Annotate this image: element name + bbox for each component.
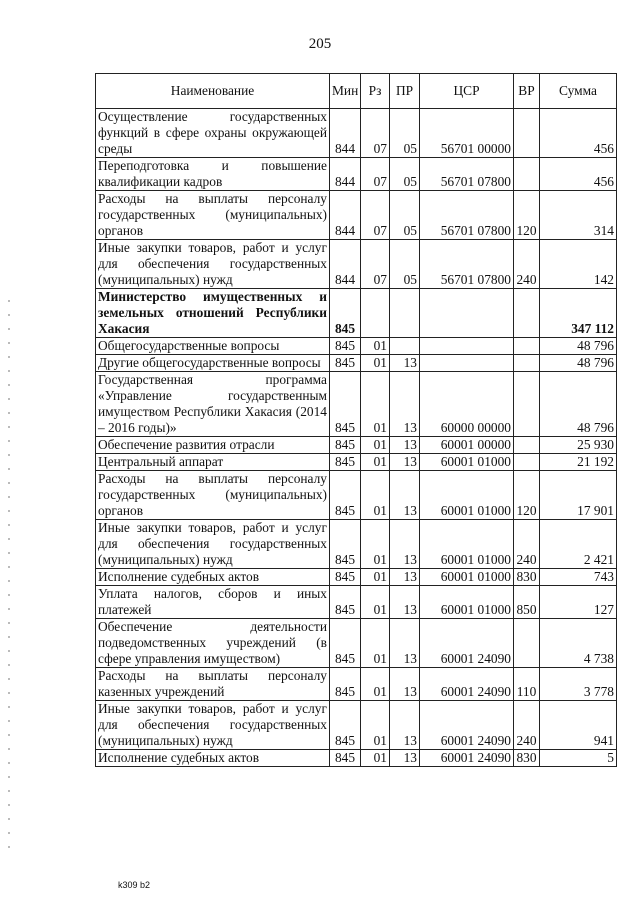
cell-name: Исполнение судебных актов [96,569,330,586]
cell-min: 844 [330,191,361,240]
cell-sum: 456 [540,158,617,191]
cell-name: Другие общегосударственные вопросы [96,355,330,372]
cell-pr: 05 [390,191,420,240]
cell-pr: 05 [390,109,420,158]
cell-vr [514,619,540,668]
cell-name: Иные закупки товаров, работ и услуг для обеспечения государственных (муниципальных) нужд [96,701,330,750]
cell-pr: 13 [390,750,420,767]
table-row [96,454,617,471]
cell-sum: 127 [540,586,617,619]
cell-rz: 01 [361,355,390,372]
table-header-row [96,74,617,109]
cell-rz: 01 [361,520,390,569]
cell-sum: 2 421 [540,520,617,569]
cell-rz: 01 [361,586,390,619]
cell-min: 845 [330,750,361,767]
cell-vr: 830 [514,750,540,767]
cell-rz: 01 [361,437,390,454]
cell-pr: 13 [390,355,420,372]
cell-min: 845 [330,586,361,619]
cell-min: 845 [330,701,361,750]
cell-rz: 01 [361,338,390,355]
cell-pr: 13 [390,701,420,750]
cell-sum: 941 [540,701,617,750]
cell-min: 845 [330,372,361,437]
table-row [96,372,617,437]
table-row [96,289,617,338]
cell-csr [420,289,514,338]
cell-sum: 5 [540,750,617,767]
scan-edge-marks [8,300,10,860]
cell-csr: 60001 01000 [420,454,514,471]
cell-vr [514,355,540,372]
column-header-vr: ВР [514,74,540,109]
cell-sum: 17 901 [540,471,617,520]
cell-csr: 56701 07800 [420,191,514,240]
cell-name: Расходы на выплаты персоналу государственных (муниципальных) органов [96,191,330,240]
cell-name: Расходы на выплаты персоналу государственных (муниципальных) органов [96,471,330,520]
cell-name: Государственная программа «Управление государственным имуществом Республики Хакасия (2014 – 2016 годы)» [96,372,330,437]
cell-name: Уплата налогов, сборов и иных платежей [96,586,330,619]
cell-name: Осуществление государственных функций в сфере охраны окружающей среды [96,109,330,158]
cell-pr: 13 [390,471,420,520]
cell-min: 845 [330,437,361,454]
cell-pr: 13 [390,619,420,668]
cell-csr: 60001 01000 [420,569,514,586]
table-row [96,569,617,586]
cell-pr: 13 [390,372,420,437]
cell-csr: 56701 07800 [420,158,514,191]
column-header-pr: ПР [390,74,420,109]
cell-rz: 01 [361,471,390,520]
cell-vr: 830 [514,569,540,586]
cell-sum: 48 796 [540,372,617,437]
cell-pr: 05 [390,158,420,191]
cell-vr [514,109,540,158]
cell-sum: 48 796 [540,355,617,372]
cell-sum: 142 [540,240,617,289]
cell-min: 845 [330,668,361,701]
cell-name: Общегосударственные вопросы [96,338,330,355]
cell-pr: 13 [390,586,420,619]
cell-name: Обеспечение деятельности подведомственных учреждений (в сфере управления имуществом) [96,619,330,668]
cell-rz: 01 [361,372,390,437]
cell-pr: 13 [390,454,420,471]
cell-csr: 60001 24090 [420,701,514,750]
column-header-sum: Сумма [540,74,617,109]
cell-name: Обеспечение развития отрасли [96,437,330,454]
cell-rz: 01 [361,569,390,586]
table-body [96,109,617,767]
cell-pr: 05 [390,240,420,289]
cell-name: Расходы на выплаты персоналу казенных учреждений [96,668,330,701]
cell-vr [514,454,540,471]
cell-csr: 60001 24090 [420,750,514,767]
cell-vr [514,338,540,355]
cell-rz: 07 [361,109,390,158]
table-row [96,240,617,289]
cell-csr [420,338,514,355]
cell-min: 844 [330,158,361,191]
column-header-csr: ЦСР [420,74,514,109]
table-row [96,471,617,520]
table-row [96,355,617,372]
cell-pr: 13 [390,668,420,701]
cell-rz: 01 [361,668,390,701]
cell-vr: 120 [514,471,540,520]
cell-pr [390,338,420,355]
cell-name: Исполнение судебных актов [96,750,330,767]
cell-sum: 456 [540,109,617,158]
page-footer: k309 b2 [118,880,151,890]
cell-rz: 01 [361,619,390,668]
column-header-min: Мин [330,74,361,109]
cell-rz: 07 [361,191,390,240]
cell-pr [390,289,420,338]
cell-min: 845 [330,338,361,355]
cell-vr [514,289,540,338]
cell-rz: 01 [361,454,390,471]
cell-sum: 3 778 [540,668,617,701]
cell-name: Иные закупки товаров, работ и услуг для обеспечения государственных (муниципальных) нужд [96,520,330,569]
cell-name: Переподготовка и повышение квалификации кадров [96,158,330,191]
table-row [96,619,617,668]
cell-min: 845 [330,520,361,569]
cell-min: 845 [330,454,361,471]
cell-csr: 60001 24090 [420,668,514,701]
cell-name: Центральный аппарат [96,454,330,471]
table-row [96,701,617,750]
cell-vr: 850 [514,586,540,619]
cell-csr: 60001 24090 [420,619,514,668]
cell-sum: 25 930 [540,437,617,454]
cell-csr: 56701 00000 [420,109,514,158]
cell-vr: 110 [514,668,540,701]
cell-csr: 60001 01000 [420,471,514,520]
cell-csr: 60001 00000 [420,437,514,454]
cell-csr: 56701 07800 [420,240,514,289]
cell-min: 845 [330,569,361,586]
table-row [96,520,617,569]
cell-pr: 13 [390,520,420,569]
table-row [96,750,617,767]
table-row [96,668,617,701]
cell-rz: 07 [361,158,390,191]
cell-rz: 01 [361,750,390,767]
cell-vr [514,372,540,437]
cell-sum: 347 112 [540,289,617,338]
cell-sum: 21 192 [540,454,617,471]
cell-rz: 01 [361,701,390,750]
cell-csr [420,355,514,372]
cell-vr [514,437,540,454]
cell-sum: 48 796 [540,338,617,355]
page-number: 205 [308,36,332,52]
cell-min: 844 [330,109,361,158]
cell-min: 845 [330,355,361,372]
table-row [96,191,617,240]
table-row [96,338,617,355]
cell-min: 845 [330,619,361,668]
cell-pr: 13 [390,437,420,454]
cell-sum: 314 [540,191,617,240]
table-row [96,158,617,191]
cell-name: Иные закупки товаров, работ и услуг для обеспечения государственных (муниципальных) нужд [96,240,330,289]
cell-rz: 07 [361,240,390,289]
table-row [96,109,617,158]
budget-table [95,73,617,767]
cell-name: Министерство имущественных и земельных отношений Республики Хакасия [96,289,330,338]
table-row [96,586,617,619]
cell-vr: 240 [514,520,540,569]
cell-vr: 240 [514,701,540,750]
cell-min: 845 [330,471,361,520]
cell-sum: 743 [540,569,617,586]
cell-pr: 13 [390,569,420,586]
cell-csr: 60001 01000 [420,520,514,569]
table-row [96,437,617,454]
column-header-rz: Рз [361,74,390,109]
cell-csr: 60001 01000 [420,586,514,619]
cell-vr: 120 [514,191,540,240]
cell-min: 845 [330,289,361,338]
cell-vr [514,158,540,191]
cell-vr: 240 [514,240,540,289]
column-header-name: Наименование [96,74,330,109]
cell-min: 844 [330,240,361,289]
cell-rz [361,289,390,338]
cell-csr: 60000 00000 [420,372,514,437]
cell-sum: 4 738 [540,619,617,668]
